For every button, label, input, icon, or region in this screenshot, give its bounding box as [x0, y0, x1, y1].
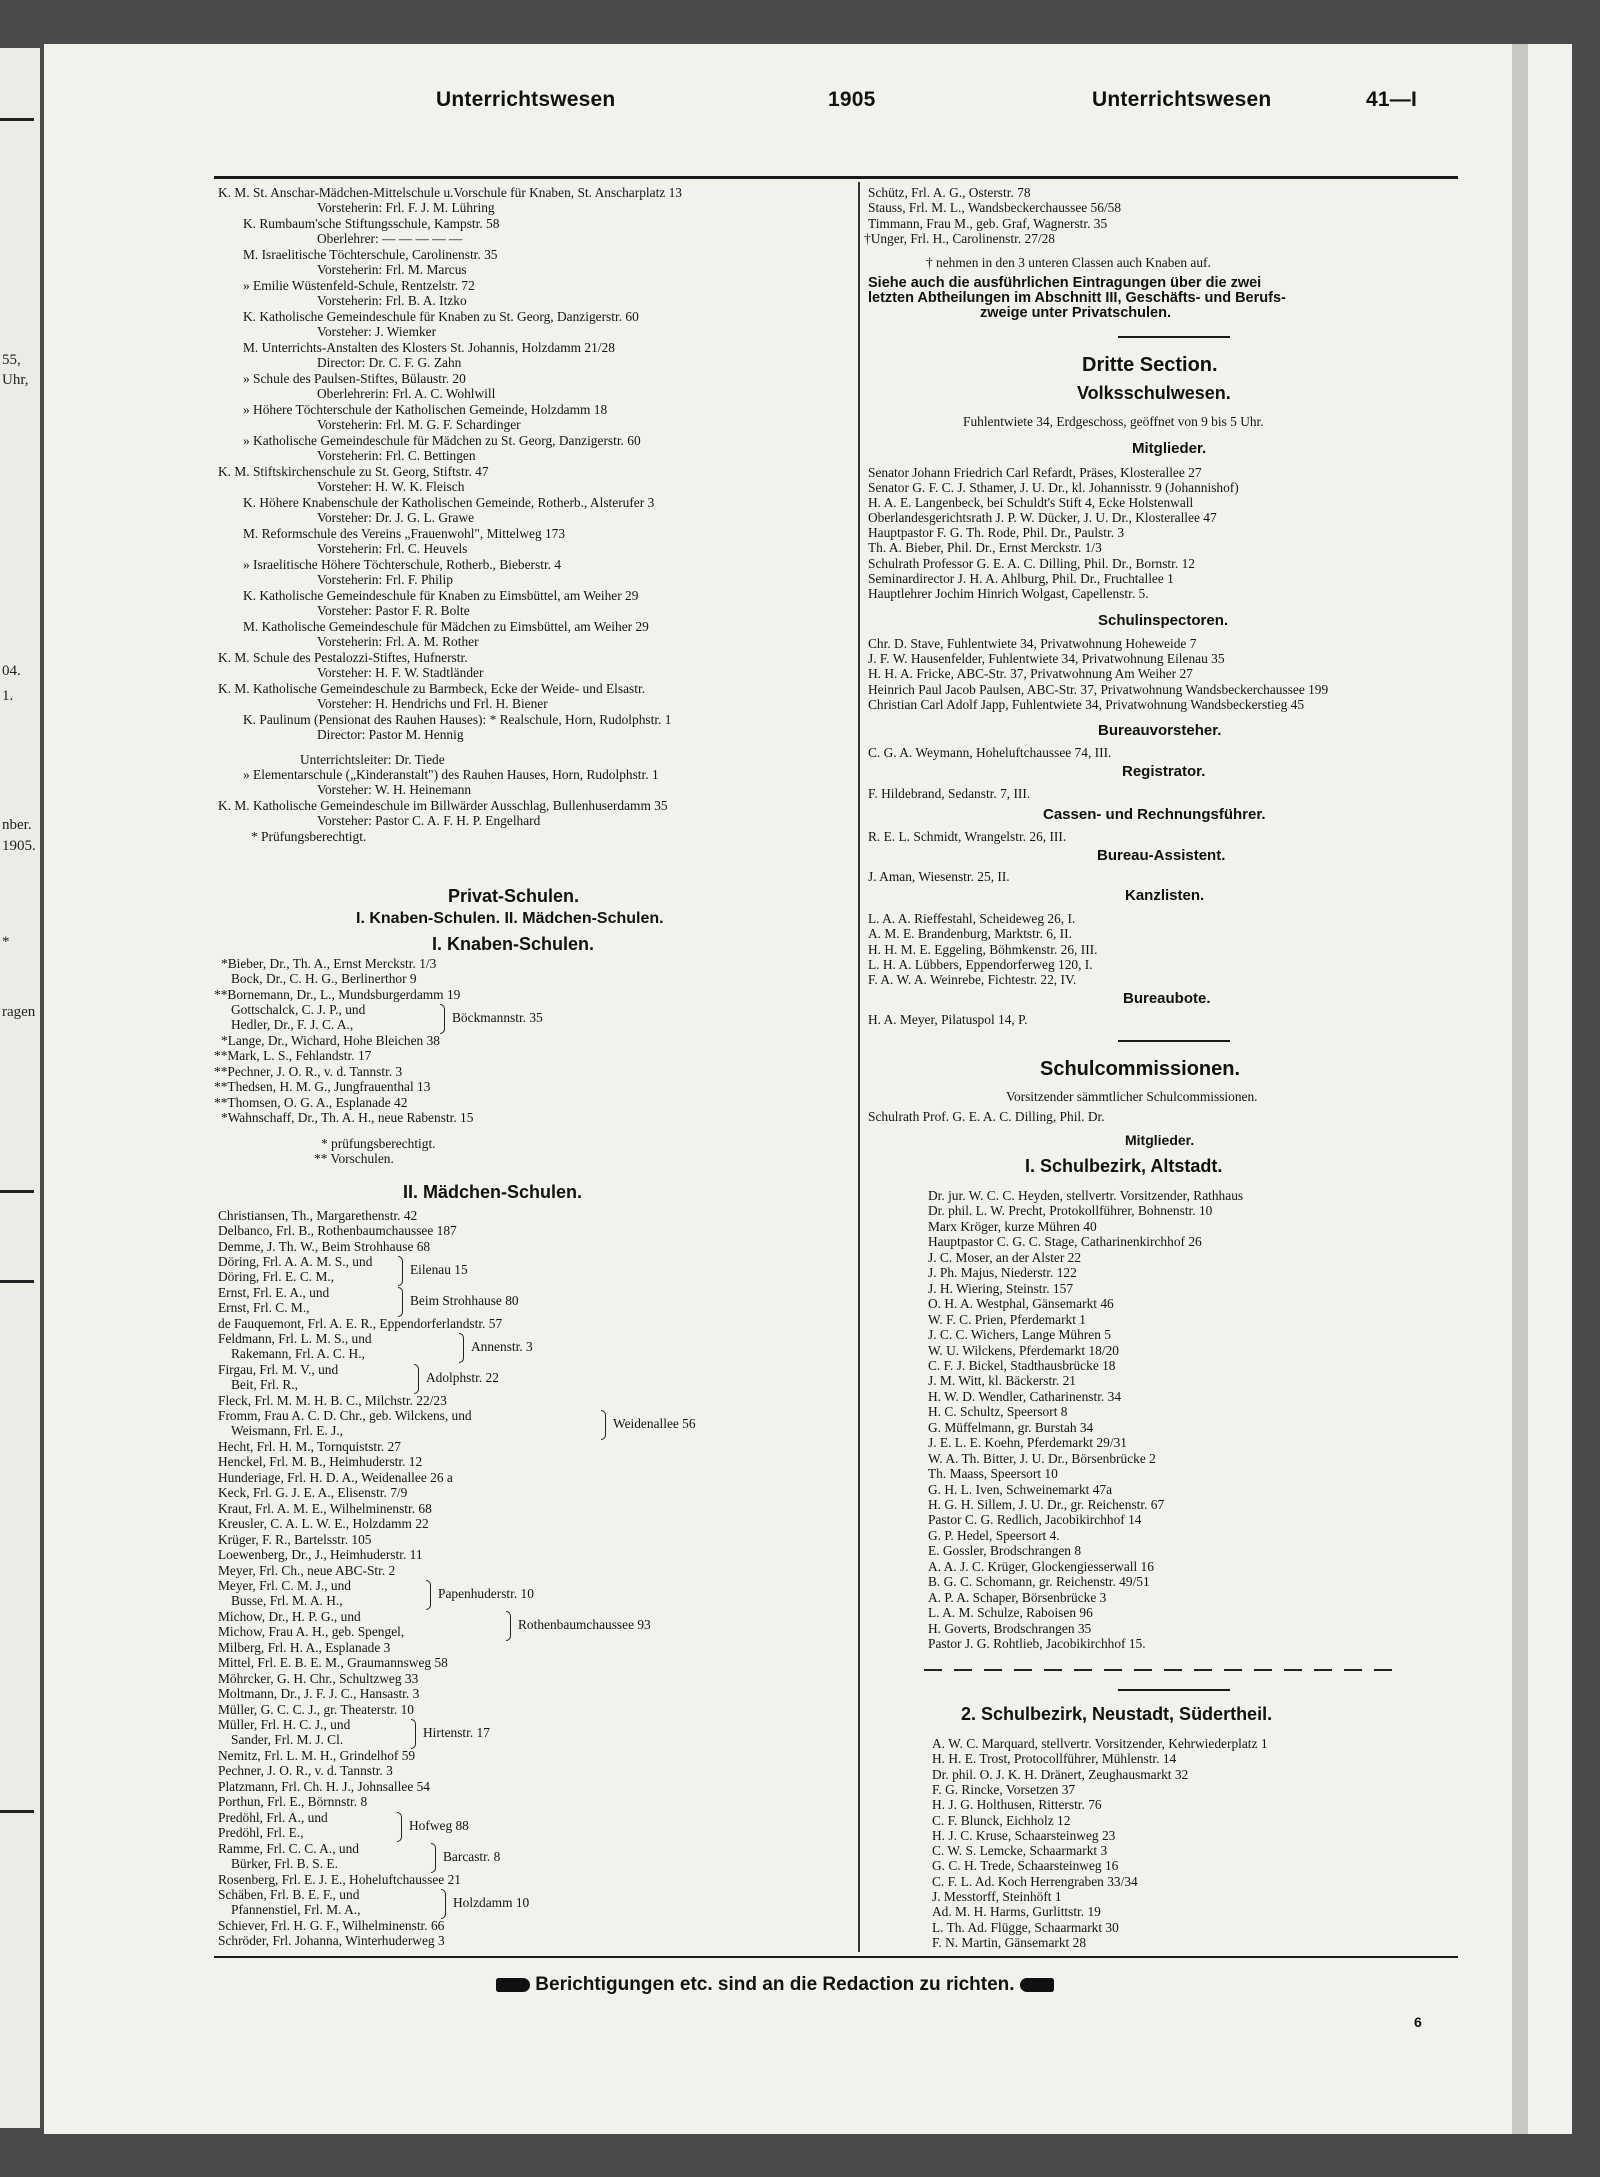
- maedchen-schulen-title: II. Mädchen-Schulen.: [403, 1182, 583, 1202]
- school-entry: Vorsteherin: Frl. A. M. Rother: [317, 634, 479, 649]
- maedchen-school-entry: Platzmann, Frl. Ch. H. J., Johnsallee 54: [218, 1779, 431, 1794]
- bezirk-member: G. H. L. Iven, Schweinemarkt 47a: [928, 1481, 1113, 1497]
- knaben-school-entry: Hedler, Dr., F. J. C. A.,: [231, 1017, 354, 1032]
- school-entry: » Höhere Töchterschule der Katholischen Gemeinde, Holzdamm 18: [243, 402, 608, 417]
- bezirk-member: E. Gossler, Brodschrangen 8: [928, 1543, 1082, 1559]
- maedchen-school-entry: Ramme, Frl. C. C. A., und: [218, 1841, 359, 1856]
- previous-page-edge: [0, 48, 40, 2128]
- directory-entry: H. H. M. E. Eggeling, Böhmkenstr. 26, III.: [868, 942, 1098, 957]
- maedchen-school-entry: Schiever, Frl. H. G. F., Wilhelminenstr. 66: [218, 1918, 445, 1933]
- brace-mark: [398, 1256, 403, 1286]
- dashed-rule: [924, 1669, 1394, 1671]
- previous-page-fragment: Uhr,: [2, 372, 29, 388]
- school-entry: » Schule des Paulsen-Stiftes, Bülaustr. 20: [243, 371, 466, 386]
- bezirk-member: J. M. Witt, kl. Bäckerstr. 21: [928, 1373, 1076, 1389]
- bezirk-member: G. Müffelmann, gr. Burstah 34: [928, 1419, 1094, 1435]
- maedchen-school-entry: Michow, Frau A. H., geb. Spengel,: [218, 1624, 405, 1639]
- brace-address: Beim Strohhause 80: [410, 1293, 519, 1308]
- school-entry: Director: Pastor M. Hennig: [317, 727, 464, 742]
- school-entry: M. Unterrichts-Anstalten des Klosters St. Johannis, Holzdamm 21/28: [243, 340, 615, 355]
- school-entry: Oberlehrerin: Frl. A. C. Wohlwill: [317, 386, 496, 401]
- brace-mark: [440, 1004, 445, 1034]
- school-entry: K. M. Katholische Gemeindeschule zu Barmbeck, Ecke der Weide- und Elsastr.: [218, 681, 646, 696]
- directory-entry: Th. A. Bieber, Phil. Dr., Ernst Merckstr. 1/3: [868, 540, 1102, 555]
- school-entry: K. M. Schule des Pestalozzi-Stiftes, Hufnerstr.: [218, 650, 468, 665]
- maedchen-school-entry: Henckel, Frl. M. B., Heimhuderstr. 12: [218, 1454, 423, 1469]
- bezirk-member: J. Ph. Majus, Niederstr. 122: [928, 1265, 1077, 1281]
- brace-address: Holzdamm 10: [453, 1895, 530, 1910]
- header-right-title: Unterrichtswesen: [1092, 88, 1272, 111]
- school-entry: K. Höhere Knabenschule der Katholischen Gemeinde, Rotherb., Alsterufer 3: [243, 495, 655, 510]
- schulcommissionen-title: Schulcommissionen.: [1040, 1058, 1241, 1080]
- bezirk-member: H. J. G. Holthusen, Ritterstr. 76: [932, 1797, 1102, 1813]
- school-entry: Vorsteher: Pastor C. A. F. H. P. Engelhard: [317, 813, 541, 828]
- maedchen-school-entry: Möhrcker, G. H. Chr., Schultzweg 33: [218, 1671, 419, 1686]
- footer-rule: [214, 1956, 1458, 1958]
- pointing-hand-icon: [1020, 1978, 1054, 1992]
- mitglieder-heading: Mitglieder.: [1132, 440, 1207, 457]
- knaben-school-entry: * prüfungsberechtigt.: [321, 1136, 436, 1151]
- school-entry: Director: Dr. C. F. G. Zahn: [317, 355, 462, 370]
- notice-line: Siehe auch die ausführlichen Eintragungen über die zwei: [868, 275, 1262, 291]
- bezirk-member: L. A. M. Schulze, Raboisen 96: [928, 1605, 1093, 1621]
- schulinspectoren-heading: Schulinspectoren.: [1098, 612, 1229, 629]
- maedchen-school-entry: Kraut, Frl. A. M. E., Wilhelminenstr. 68: [218, 1501, 432, 1516]
- maedchen-school-entry: Kreusler, C. A. L. W. E., Holzdamm 22: [218, 1516, 429, 1531]
- brace-mark: [397, 1812, 402, 1842]
- knaben-school-entry: **Bornemann, Dr., L., Mundsburgerdamm 19: [214, 987, 461, 1002]
- maedchen-school-entry: Müller, Frl. H. C. J., und: [218, 1717, 351, 1732]
- directory-entry: Oberlandesgerichtsrath J. P. W. Dücker, J. U. Dr., Klosterallee 47: [868, 510, 1217, 525]
- bureau-assistent-heading: Bureau-Assistent.: [1097, 847, 1226, 864]
- bezirk-member: W. A. Th. Bitter, J. U. Dr., Börsenbrücke 2: [928, 1450, 1156, 1466]
- school-entry: » Israelitische Höhere Töchterschule, Rotherb., Bieberstr. 4: [243, 557, 562, 572]
- maedchen-school-entry: Döring, Frl. E. C. M.,: [218, 1269, 335, 1284]
- maedchen-school-entry: Hunderiage, Frl. H. D. A., Weidenallee 26 a: [218, 1470, 453, 1485]
- maedchen-school-entry: Müller, G. C. C. J., gr. Theaterstr. 10: [218, 1702, 414, 1717]
- maedchen-school-entry: Schäben, Frl. B. E. F., und: [218, 1887, 360, 1902]
- school-entry: * Prüfungsberechtigt.: [251, 829, 367, 844]
- maedchen-school-entry: Pechner, J. O. R., v. d. Tannstr. 3: [218, 1763, 393, 1778]
- brace-mark: [414, 1364, 419, 1394]
- brace-address: Eilenau 15: [410, 1262, 468, 1277]
- directory-entry: Senator G. F. C. J. Sthamer, J. U. Dr., kl. Johannisstr. 9 (Johannishof): [868, 480, 1239, 495]
- maedchen-school-entry: de Fauquemont, Frl. A. E. R., Eppendorferlandstr. 57: [218, 1316, 503, 1331]
- maedchen-school-entry: Weismann, Frl. E. J.,: [231, 1423, 343, 1438]
- bezirk-member: F. G. Rincke, Vorsetzen 37: [932, 1781, 1076, 1797]
- directory-entry: Hauptlehrer Jochim Hinrich Wolgast, Capellenstr. 5.: [868, 586, 1149, 601]
- bezirk-member: J. E. L. E. Koehn, Pferdemarkt 29/31: [928, 1435, 1127, 1451]
- brace-address: Rothenbaumchaussee 93: [518, 1617, 651, 1632]
- bezirk-member: G. P. Hedel, Speersort 4.: [928, 1527, 1060, 1543]
- school-entry: K. M. Stiftskirchenschule zu St. Georg, Stiftstr. 47: [218, 464, 489, 479]
- maedchen-school-entry: Delbanco, Frl. B., Rothenbaumchaussee 187: [218, 1223, 457, 1238]
- bezirk-member: Dr. phil. L. W. Precht, Protokollführer, Bohnenstr. 10: [928, 1203, 1213, 1219]
- bezirk-member: A. W. C. Marquard, stellvertr. Vorsitzender, Kehrwiederplatz 1: [932, 1736, 1268, 1751]
- school-entry: K. Paulinum (Pensionat des Rauhen Hauses): * Realschule, Horn, Rudolphstr. 1: [243, 712, 672, 727]
- maedchen-school-entry: Fromm, Frau A. C. D. Chr., geb. Wilckens, und: [218, 1408, 472, 1423]
- maedchen-school-entry: Firgau, Frl. M. V., und: [218, 1362, 339, 1377]
- footer-note: [496, 1974, 1054, 1996]
- directory-entry: H. A. E. Langenbeck, bei Schuldt's Stift 4, Ecke Holstenwall: [868, 495, 1194, 510]
- maedchen-school-entry: Loewenberg, Dr., J., Heimhuderstr. 11: [218, 1547, 423, 1562]
- knaben-school-entry: *Bieber, Dr., Th. A., Ernst Merckstr. 1/3: [221, 956, 437, 971]
- directory-entry: Heinrich Paul Jacob Paulsen, ABC-Str. 37, Privatwohnung Wandsbeckerchaussee 199: [868, 682, 1329, 697]
- column-divider: [858, 182, 860, 1952]
- directory-entry: A. M. E. Brandenburg, Marktstr. 6, II.: [868, 926, 1072, 941]
- section-rule: [1118, 1040, 1230, 1042]
- bezirk-member: A. A. J. C. Krüger, Glockengiesserwall 16: [928, 1558, 1154, 1574]
- brace-mark: [506, 1611, 511, 1641]
- school-entry: » Emilie Wüstenfeld-Schule, Rentzelstr. 72: [243, 278, 475, 293]
- bezirk-member: H. C. Schultz, Speersort 8: [928, 1404, 1068, 1420]
- directory-entry: F. Hildebrand, Sedanstr. 7, III.: [868, 786, 1031, 801]
- cassen-heading: Cassen- und Rechnungsführer.: [1043, 806, 1266, 823]
- previous-page-rule: [0, 1190, 34, 1193]
- previous-page-fragment: nber.: [2, 817, 32, 833]
- maedchen-school-entry: Demme, J. Th. W., Beim Strohhause 68: [218, 1239, 431, 1254]
- directory-entry: C. G. A. Weymann, Hoheluftchaussee 74, III.: [868, 745, 1112, 760]
- directory-entry: Christian Carl Adolf Japp, Fuhlentwiete 34, Privatwohnung Wandsbeckerstieg 45: [868, 697, 1305, 712]
- directory-entry: F. A. W. A. Weinrebe, Fichtestr. 22, IV.: [868, 972, 1077, 987]
- maedchen-school-entry: Fleck, Frl. M. M. H. B. C., Milchstr. 22/23: [218, 1393, 447, 1408]
- footer-text: Berichtigungen etc. sind an die Redaction zu richten.: [535, 1974, 1015, 1995]
- bezirk-member: Pastor J. G. Rohtlieb, Jacobikirchhof 15.: [928, 1636, 1146, 1652]
- maedchen-school-entry: Nemitz, Frl. L. M. H., Grindelhof 59: [218, 1748, 416, 1763]
- volksschulwesen-title: Volksschulwesen.: [1077, 383, 1231, 403]
- private-school-entry: † nehmen in den 3 unteren Classen auch Knaben auf.: [926, 255, 1211, 270]
- bezirk-member: Marx Kröger, kurze Mühren 40: [928, 1218, 1097, 1234]
- privat-schulen-title: Privat-Schulen.: [448, 886, 580, 906]
- section-rule: [1118, 336, 1230, 338]
- header-rule: [214, 176, 1458, 179]
- bezirk-member: J. Messtorff, Steinhöft 1: [932, 1889, 1062, 1904]
- maedchen-school-entry: Döring, Frl. A. A. M. S., und: [218, 1254, 373, 1269]
- brace-mark: [426, 1580, 431, 1610]
- brace-address: Adolphstr. 22: [426, 1370, 499, 1385]
- school-entry: Vorsteherin: Frl. F. Philip: [317, 572, 453, 587]
- kanzlisten-heading: Kanzlisten.: [1125, 887, 1205, 904]
- bezirk-member: W. U. Wilckens, Pferdemarkt 18/20: [928, 1342, 1119, 1358]
- header-left-title: Unterrichtswesen: [436, 88, 616, 111]
- school-entry: K. Rumbaum'sche Stiftungsschule, Kampstr. 58: [243, 216, 500, 231]
- directory-entry: H. H. A. Fricke, ABC-Str. 37, Privatwohnung Am Weiher 27: [868, 666, 1193, 681]
- directory-entry: H. A. Meyer, Pilatuspol 14, P.: [868, 1012, 1028, 1027]
- maedchen-school-entry: Christiansen, Th., Margarethenstr. 42: [218, 1208, 418, 1223]
- bezirk-member: B. G. C. Schomann, gr. Reichenstr. 49/51: [928, 1574, 1150, 1590]
- maedchen-school-entry: Predöhl, Frl. E.,: [218, 1825, 304, 1840]
- school-entry: M. Katholische Gemeindeschule für Mädchen zu Eimsbüttel, am Weiher 29: [243, 619, 649, 634]
- school-entry: K. M. St. Anschar-Mädchen-Mittelschule u.Vorschule für Knaben, St. Anscharplatz 13: [218, 185, 682, 200]
- dritte-section-title: Dritte Section.: [1082, 354, 1218, 376]
- header-page-number: 41—I: [1366, 88, 1417, 111]
- school-entry: Vorsteherin: Frl. F. J. M. Lühring: [317, 200, 495, 215]
- school-entry: K. Katholische Gemeindeschule für Knaben zu St. Georg, Danzigerstr. 60: [243, 309, 639, 324]
- brace-address: Hirtenstr. 17: [423, 1725, 490, 1740]
- bezirk-member: G. C. H. Trede, Schaarsteinweg 16: [932, 1858, 1119, 1874]
- previous-page-fragment: 1905.: [2, 838, 36, 854]
- header-year: 1905: [828, 88, 876, 111]
- maedchen-school-entry: Pfannenstiel, Frl. M. A.,: [231, 1902, 361, 1917]
- brace-address: Hofweg 88: [409, 1818, 469, 1833]
- school-entry: » Elementarschule („Kinderanstalt") des Rauhen Hauses, Horn, Rudolphstr. 1: [243, 767, 659, 782]
- school-entry: Vorsteherin: Frl. M. G. F. Schardinger: [317, 417, 521, 432]
- previous-page-rule: [0, 118, 34, 121]
- brace-address: Weidenallee 56: [613, 1416, 696, 1431]
- school-entry: Vorsteher: J. Wiemker: [317, 324, 437, 339]
- bezirk-member: J. C. C. Wichers, Lange Mühren 5: [928, 1327, 1111, 1343]
- maedchen-school-entry: Predöhl, Frl. A., und: [218, 1810, 328, 1825]
- maedchen-school-entry: Milberg, Frl. H. A., Esplanade 3: [218, 1640, 391, 1655]
- directory-entry: Senator Johann Friedrich Carl Refardt, Präses, Klosterallee 27: [868, 465, 1202, 480]
- directory-entry: Hauptpastor F. G. Th. Rode, Phil. Dr., Paulstr. 3: [868, 525, 1125, 540]
- bezirk-member: L. Th. Ad. Flügge, Schaarmarkt 30: [932, 1919, 1119, 1935]
- bezirk-member: F. N. Martin, Gänsemarkt 28: [932, 1934, 1087, 1950]
- notice-line: letzten Abtheilungen im Abschnitt III, Geschäfts- und Berufs-: [868, 290, 1286, 306]
- school-entry: Vorsteherin: Frl. C. Bettingen: [317, 448, 476, 463]
- schulbezirk-1-title: I. Schulbezirk, Altstadt.: [1025, 1156, 1223, 1176]
- bezirk-member: H. Goverts, Brodschrangen 35: [928, 1620, 1092, 1636]
- schulcommissionen-chair-role: Vorsitzender sämmtlicher Schulcommissionen.: [1006, 1089, 1258, 1104]
- previous-page-fragment: *: [2, 934, 10, 950]
- private-school-entry: †Unger, Frl. H., Carolinenstr. 27/28: [864, 231, 1056, 246]
- previous-page-fragment: 55,: [2, 352, 21, 368]
- bezirk-member: Th. Maass, Speersort 10: [928, 1466, 1058, 1482]
- maedchen-school-entry: Meyer, Frl. Ch., neue ABC-Str. 2: [218, 1563, 396, 1578]
- bezirk-member: J. H. Wiering, Steinstr. 157: [928, 1280, 1074, 1296]
- school-entry: K. M. Katholische Gemeindeschule im Billwärder Ausschlag, Bullenhuserdamm 35: [218, 798, 668, 813]
- knaben-school-entry: **Thedsen, H. M. G., Jungfrauenthal 13: [214, 1079, 431, 1094]
- school-entry: Vorsteher: H. Hendrichs und Frl. H. Biener: [317, 696, 548, 711]
- privat-schulen-subtitle: I. Knaben-Schulen. II. Mädchen-Schulen.: [356, 910, 664, 927]
- bezirk-member: H. G. H. Sillem, J. U. Dr., gr. Reichenstr. 67: [928, 1497, 1165, 1512]
- private-school-entry: Schütz, Frl. A. G., Osterstr. 78: [868, 185, 1031, 200]
- maedchen-school-entry: Sander, Frl. M. J. Cl.: [231, 1732, 344, 1747]
- school-entry: K. Katholische Gemeindeschule für Knaben zu Eimsbüttel, am Weiher 29: [243, 588, 639, 603]
- bezirk-member: C. F. J. Bickel, Stadthausbrücke 18: [928, 1357, 1116, 1373]
- maedchen-school-entry: Schröder, Frl. Johanna, Winterhuderweg 3: [218, 1933, 445, 1948]
- bezirk-member: H. W. D. Wendler, Catharinenstr. 34: [928, 1388, 1122, 1404]
- brace-mark: [398, 1287, 403, 1317]
- bureaubote-heading: Bureaubote.: [1123, 990, 1211, 1007]
- directory-entry: R. E. L. Schmidt, Wrangelstr. 26, III.: [868, 829, 1067, 844]
- maedchen-school-entry: Beit, Frl. R.,: [231, 1377, 298, 1392]
- maedchen-school-entry: Hecht, Frl. H. M., Tornquiststr. 27: [218, 1439, 401, 1454]
- knaben-school-entry: **Thomsen, O. G. A., Esplanade 42: [214, 1095, 408, 1110]
- notice-line: zweige unter Privatschulen.: [980, 305, 1171, 321]
- knaben-school-entry: *Lange, Dr., Wichard, Hohe Bleichen 38: [221, 1033, 440, 1048]
- knaben-school-entry: **Pechner, J. O. R., v. d. Tannstr. 3: [214, 1064, 403, 1079]
- bezirk-member: Dr. phil. O. J. K. H. Dränert, Zeughausmarkt 32: [932, 1766, 1189, 1782]
- directory-entry: J. Aman, Wiesenstr. 25, II.: [868, 869, 1010, 884]
- bezirk-member: H. H. E. Trost, Protocollführer, Mühlenstr. 14: [932, 1751, 1177, 1767]
- bezirk-member: Pastor C. G. Redlich, Jacobikirchhof 14: [928, 1512, 1142, 1528]
- school-entry: Vorsteher: Dr. J. G. L. Grawe: [317, 510, 475, 525]
- brace-address: Papenhuderstr. 10: [438, 1586, 534, 1601]
- registrator-heading: Registrator.: [1122, 763, 1206, 780]
- brace-address: Böckmannstr. 35: [452, 1010, 543, 1025]
- maedchen-school-entry: Busse, Frl. M. A. H.,: [231, 1593, 343, 1608]
- school-entry: Vorsteherin: Frl. M. Marcus: [317, 262, 467, 277]
- maedchen-school-entry: Meyer, Frl. C. M. J., und: [218, 1578, 351, 1593]
- directory-entry: L. H. A. Lübbers, Eppendorferweg 120, I.: [868, 957, 1093, 972]
- brace-mark: [431, 1843, 436, 1873]
- knaben-schulen-title: I. Knaben-Schulen.: [432, 934, 595, 954]
- pointing-hand-icon: [496, 1978, 530, 1992]
- directory-entry: L. A. A. Rieffestahl, Scheideweg 26, I.: [868, 911, 1076, 926]
- maedchen-school-entry: Mittel, Frl. E. B. E. M., Graumannsweg 58: [218, 1655, 448, 1670]
- maedchen-school-entry: Ernst, Frl. E. A., und: [218, 1285, 330, 1300]
- schulcommissionen-chair: Schulrath Prof. G. E. A. C. Dilling, Phil. Dr.: [868, 1109, 1105, 1124]
- private-school-entry: Timmann, Frau M., geb. Graf, Wagnerstr. 35: [868, 216, 1108, 231]
- bezirk-member: H. J. C. Kruse, Schaarsteinweg 23: [932, 1827, 1116, 1843]
- knaben-school-entry: Gottschalck, C. J. P., und: [231, 1002, 366, 1017]
- maedchen-school-entry: Krüger, F. R., Bartelsstr. 105: [218, 1532, 372, 1547]
- directory-entry: J. F. W. Hausenfelder, Fuhlentwiete 34, Privatwohnung Eilenau 35: [868, 651, 1225, 666]
- brace-address: Annenstr. 3: [471, 1339, 533, 1354]
- school-entry: Vorsteher: H. W. K. Fleisch: [317, 479, 465, 494]
- previous-page-rule: [0, 1810, 34, 1813]
- directory-entry: Chr. D. Stave, Fuhlentwiete 34, Privatwohnung Hoheweide 7: [868, 636, 1197, 651]
- maedchen-school-entry: Bürker, Frl. B. S. E.: [231, 1856, 338, 1871]
- maedchen-school-entry: Michow, Dr., H. P. G., und: [218, 1609, 361, 1624]
- bezirk-member: Ad. M. H. Harms, Gurlittstr. 19: [932, 1904, 1101, 1920]
- schulcommissionen-mitglieder: Mitglieder.: [1125, 1132, 1195, 1148]
- maedchen-school-entry: Moltmann, Dr., J. F. J. C., Hansastr. 3: [218, 1686, 420, 1701]
- page-number: 6: [1414, 2014, 1422, 2030]
- bezirk-member: C. F. L. Ad. Koch Herrengraben 33/34: [932, 1873, 1138, 1889]
- school-entry: Oberlehrer: — — — — —: [317, 231, 463, 246]
- brace-address: Barcastr. 8: [443, 1849, 501, 1864]
- bezirk-member: Dr. jur. W. C. C. Heyden, stellvertr. Vorsitzender, Rathhaus: [928, 1188, 1244, 1203]
- maedchen-school-entry: Keck, Frl. G. J. E. A., Elisenstr. 7/9: [218, 1485, 408, 1500]
- bezirk-member: C. W. S. Lemcke, Schaarmarkt 3: [932, 1843, 1108, 1859]
- brace-mark: [411, 1719, 416, 1749]
- bezirk-member: A. P. A. Schaper, Börsenbrücke 3: [928, 1589, 1107, 1605]
- bezirk-member: J. C. Moser, an der Alster 22: [928, 1249, 1082, 1265]
- directory-entry: Seminardirector J. H. A. Ahlburg, Phil. Dr., Fruchtallee 1: [868, 571, 1174, 586]
- page-edge-shadow: [1512, 44, 1528, 2134]
- bureauvorsteher-heading: Bureauvorsteher.: [1098, 722, 1222, 739]
- maedchen-school-entry: Porthun, Frl. E., Börnnstr. 8: [218, 1794, 368, 1809]
- knaben-school-entry: **Mark, L. S., Fehlandstr. 17: [214, 1048, 372, 1063]
- knaben-school-entry: ** Vorschulen.: [314, 1151, 394, 1166]
- school-entry: » Katholische Gemeindeschule für Mädchen zu St. Georg, Danzigerstr. 60: [243, 433, 641, 448]
- previous-page-fragment: 04.: [2, 663, 21, 679]
- bezirk-member: Hauptpastor C. G. C. Stage, Catharinenkirchhof 26: [928, 1234, 1202, 1250]
- directory-entry: Schulrath Professor G. E. A. C. Dilling, Phil. Dr., Bornstr. 12: [868, 556, 1195, 571]
- school-entry: Vorsteher: H. F. W. Stadtländer: [317, 665, 484, 680]
- dritte-address: Fuhlentwiete 34, Erdgeschoss, geöffnet von 9 bis 5 Uhr.: [963, 414, 1264, 429]
- brace-mark: [601, 1410, 606, 1440]
- bezirk-member: W. F. C. Prien, Pferdemarkt 1: [928, 1311, 1086, 1327]
- school-entry: M. Reformschule des Vereins „Frauenwohl", Mittelweg 173: [243, 526, 566, 541]
- bezirk-member: C. F. Blunck, Eichholz 12: [932, 1812, 1071, 1828]
- brace-mark: [459, 1333, 464, 1363]
- maedchen-school-entry: Ernst, Frl. C. M.,: [218, 1300, 310, 1315]
- previous-page-fragment: ragen: [2, 1004, 36, 1020]
- notice-block: [868, 276, 1286, 321]
- previous-page-fragment: 1.: [2, 688, 14, 704]
- private-school-entry: Stauss, Frl. M. L., Wandsbeckerchaussee 56/58: [868, 200, 1122, 215]
- bezirk-member: O. H. A. Westphal, Gänsemarkt 46: [928, 1296, 1114, 1312]
- maedchen-school-entry: Rakemann, Frl. A. C. H.,: [231, 1346, 365, 1361]
- knaben-school-entry: *Wahnschaff, Dr., Th. A. H., neue Rabenstr. 15: [221, 1110, 474, 1125]
- school-entry: Vorsteher: W. H. Heinemann: [317, 782, 472, 797]
- school-entry: Unterrichtsleiter: Dr. Tiede: [300, 752, 445, 767]
- knaben-school-entry: Bock, Dr., C. H. G., Berlinerthor 9: [231, 971, 417, 986]
- school-entry: Vorsteherin: Frl. B. A. Itzko: [317, 293, 467, 308]
- maedchen-school-entry: Rosenberg, Frl. E. J. E., Hoheluftchaussee 21: [218, 1872, 461, 1887]
- previous-page-rule: [0, 1280, 34, 1283]
- school-entry: Vorsteherin: Frl. C. Heuvels: [317, 541, 468, 556]
- school-entry: Vorsteher: Pastor F. R. Bolte: [317, 603, 470, 618]
- section-rule: [1118, 1689, 1230, 1691]
- maedchen-school-entry: Feldmann, Frl. L. M. S., und: [218, 1331, 372, 1346]
- brace-mark: [441, 1889, 446, 1919]
- schulbezirk-2-title: 2. Schulbezirk, Neustadt, Südertheil.: [961, 1704, 1273, 1724]
- school-entry: M. Israelitische Töchterschule, Carolinenstr. 35: [243, 247, 498, 262]
